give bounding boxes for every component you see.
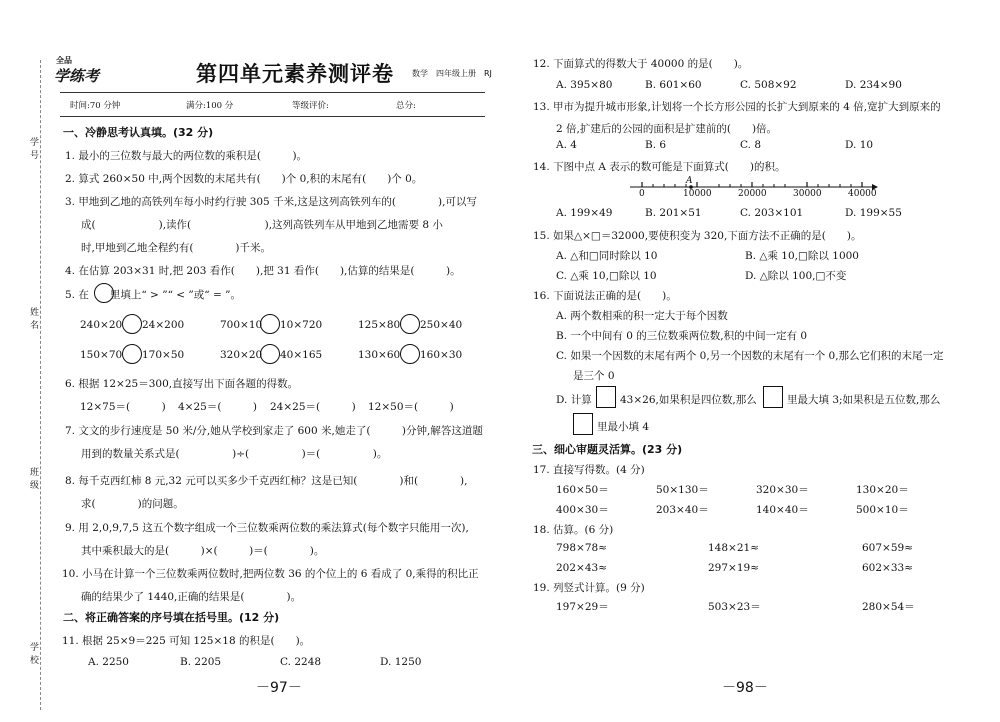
section-1-heading: 一、冷静思考认真填。(32 分) <box>63 126 214 139</box>
question-15: 15. 如果△×□＝32000,要使积变为 320,下面方法不正确的是( )。 <box>533 230 862 242</box>
question-14: 14. 下图中点 A 表示的数可能是下面算式( )的积。 <box>533 161 786 173</box>
q12-option-b[interactable]: B. 601×60 <box>645 79 702 91</box>
q5-row1-expr4: 10×720 <box>280 319 323 331</box>
question-13-line1: 13. 甲市为提升城市形象,计划将一个长方形公园的长扩大到原来的 4 倍,宽扩大到原来的 <box>533 101 941 113</box>
q6-item3: 24×25＝( ) <box>270 401 356 413</box>
axis-tick-0: 0 <box>639 189 645 199</box>
digit-box[interactable] <box>763 386 783 408</box>
q17-r2-1[interactable]: 400×30＝ <box>556 504 609 516</box>
q18-r1-3[interactable]: 607×59≈ <box>862 542 913 554</box>
q15-option-d[interactable]: D. △除以 100,□不变 <box>745 270 847 282</box>
q13-option-d[interactable]: D. 10 <box>845 139 874 151</box>
axis-tick-30000: 30000 <box>793 189 822 199</box>
question-19: 19. 列竖式计算。(9 分) <box>533 582 645 594</box>
q16-option-d-line2: 里最小填 4 <box>597 421 650 433</box>
q6-item1: 12×75＝( ) <box>80 401 166 413</box>
q17-r1-4[interactable]: 130×20＝ <box>856 484 909 496</box>
q18-r2-2[interactable]: 297×19≈ <box>708 562 759 574</box>
info-time: 时间:70 分钟 <box>70 101 121 111</box>
q17-r1-1[interactable]: 160×50＝ <box>556 484 609 496</box>
question-7-line1: 7. 文文的步行速度是 50 米/分,她从学校到家走了 600 米,她走了( )分钟,解答这道题 <box>65 425 483 437</box>
question-8-line2: 求( )的问题。 <box>81 498 184 510</box>
axis-tick-10000: 10000 <box>683 189 712 199</box>
q14-option-a[interactable]: A. 199×49 <box>556 207 613 219</box>
compare-circle[interactable] <box>260 314 280 334</box>
logo-main-text: 学练考 <box>54 67 100 85</box>
q6-item4: 12×50＝( ) <box>368 401 454 413</box>
side-label-class: 班级 <box>30 468 40 491</box>
question-10-line2: 确的结果少了 1440,正确的结果是( )。 <box>81 591 302 603</box>
question-5: 5. 在 里填上“ > ”“ < ”或“ = ”。 <box>65 289 241 301</box>
q11-option-b[interactable]: B. 2205 <box>180 656 222 668</box>
side-label-id: 学号 <box>30 138 40 161</box>
q5-row2-expr5: 130×60 <box>358 349 401 361</box>
question-2: 2. 算式 260×50 中,两个因数的末尾共有( )个 0,积的末尾有( )个 0。 <box>65 173 423 185</box>
question-12: 12. 下面算式的得数大于 40000 的是( )。 <box>533 58 749 70</box>
digit-box[interactable] <box>573 413 593 435</box>
subject-meta: 数学 四年级上册 RJ <box>412 69 492 78</box>
q13-option-b[interactable]: B. 6 <box>645 139 667 151</box>
page-number-left: －97－ <box>256 680 302 696</box>
q5-row2-expr3: 320×20 <box>220 349 263 361</box>
q5-row1-expr5: 125×80 <box>358 319 401 331</box>
question-13-line2: 2 倍,扩建后的公园的面积是扩建前的( )倍。 <box>556 123 778 135</box>
q19-item2[interactable]: 503×23＝ <box>708 601 761 613</box>
info-total: 总分: <box>396 101 416 111</box>
q17-r1-2[interactable]: 50×130＝ <box>656 484 709 496</box>
header-rule <box>60 92 485 93</box>
question-9-line1: 9. 用 2,0,9,7,5 这五个数字组成一个三位数乘两位数的乘法算式(每个数字只能用一次), <box>65 522 469 534</box>
q15-option-b[interactable]: B. △乘 10,□除以 1000 <box>745 250 859 262</box>
q17-r2-3[interactable]: 140×40＝ <box>756 504 809 516</box>
question-11: 11. 根据 25×9＝225 可知 125×18 的积是( )。 <box>62 635 311 647</box>
publisher-logo <box>54 55 112 85</box>
q5-row2-expr4: 40×165 <box>280 349 323 361</box>
q12-option-a[interactable]: A. 395×80 <box>556 79 613 91</box>
compare-circle[interactable] <box>400 344 420 364</box>
question-3-line2: 成( ),读作( ),这列高铁列车从甲地到乙地需要 8 小 <box>81 219 443 231</box>
question-8-line1: 8. 每千克西红柿 8 元,32 元可以买多少千克西红柿？这是已知( )和( ), <box>65 475 468 487</box>
header-rule-bottom <box>60 116 485 117</box>
section-2-heading: 二、将正确答案的序号填在括号里。(12 分) <box>63 611 280 624</box>
info-score: 满分:100 分 <box>186 101 234 111</box>
q5-row2-expr1: 150×70 <box>80 349 123 361</box>
page-title: 第四单元素养测评卷 <box>196 61 394 86</box>
q12-option-d[interactable]: D. 234×90 <box>845 79 902 91</box>
side-label-school: 学校 <box>30 643 40 666</box>
question-17: 17. 直接写得数。(4 分) <box>533 464 645 476</box>
q15-option-c[interactable]: C. △乘 10,□除以 10 <box>556 270 657 282</box>
q17-r1-3[interactable]: 320×30＝ <box>756 484 809 496</box>
q16-option-c-line2: 是三个 0 <box>573 370 615 382</box>
q5-row1-expr1: 240×20 <box>80 319 123 331</box>
q11-option-a[interactable]: A. 2250 <box>88 656 129 668</box>
question-4: 4. 在估算 203×31 时,把 203 看作( ),把 31 看作( ),估算的结果是( )。 <box>65 265 461 277</box>
q18-r1-2[interactable]: 148×21≈ <box>708 542 759 554</box>
q19-item1[interactable]: 197×29＝ <box>556 601 609 613</box>
q18-r2-1[interactable]: 202×43≈ <box>556 562 607 574</box>
q12-option-c[interactable]: C. 508×92 <box>740 79 797 91</box>
q17-r2-4[interactable]: 500×10＝ <box>856 504 909 516</box>
point-a-label: A <box>686 176 693 186</box>
q16-option-c-line1[interactable]: C. 如果一个因数的末尾有两个 0,另一个因数的末尾有一个 0,那么它们积的末尾一定 <box>556 350 944 362</box>
page-number-right: －98－ <box>722 680 768 696</box>
compare-circle[interactable] <box>260 344 280 364</box>
axis-tick-20000: 20000 <box>738 189 767 199</box>
q5-row1-expr6: 250×40 <box>420 319 463 331</box>
axis-tick-40000: 40000 <box>848 189 877 199</box>
q5-row1-expr2: 24×200 <box>142 319 185 331</box>
q19-item3[interactable]: 280×54＝ <box>862 601 915 613</box>
q13-option-c[interactable]: C. 8 <box>740 139 762 151</box>
q5-instruction-circle <box>94 283 114 303</box>
q11-option-c[interactable]: C. 2248 <box>280 656 322 668</box>
question-6: 6. 根据 12×25＝300,直接写出下面各题的得数。 <box>65 378 299 390</box>
q14-option-c[interactable]: C. 203×101 <box>740 207 804 219</box>
q14-option-b[interactable]: B. 201×51 <box>645 207 702 219</box>
question-10-line1: 10. 小马在计算一个三位数乘两位数时,把两位数 36 的个位上的 6 看成了 0,乘得的积比正 <box>62 568 479 580</box>
q16-option-d-expr: 43×26,如果积是四位数,那么 <box>620 394 757 406</box>
compare-circle[interactable] <box>400 314 420 334</box>
digit-box[interactable] <box>596 386 616 408</box>
question-1: 1. 最小的三位数与最大的两位数的乘积是( )。 <box>65 150 308 162</box>
question-7-line2: 用到的数量关系式是( )÷( )＝( )。 <box>81 448 388 460</box>
q18-r1-1[interactable]: 798×78≈ <box>556 542 607 554</box>
q5-row2-expr6: 160×30 <box>420 349 463 361</box>
q5-row1-expr3: 700×10 <box>220 319 263 331</box>
binding-line <box>40 60 41 710</box>
info-grade: 等级评价: <box>292 101 329 111</box>
question-16: 16. 下面说法正确的是( )。 <box>533 290 677 302</box>
q16-option-b[interactable]: B. 一个中间有 0 的三位数乘两位数,积的中间一定有 0 <box>556 330 808 342</box>
q6-item2: 4×25＝( ) <box>178 401 258 413</box>
logo-top-text: 全品 <box>56 56 72 65</box>
q18-r2-3[interactable]: 602×33≈ <box>862 562 913 574</box>
section-3-heading: 三、细心审题灵活算。(23 分) <box>532 443 683 456</box>
compare-circle[interactable] <box>122 344 142 364</box>
compare-circle[interactable] <box>122 314 142 334</box>
question-18: 18. 估算。(6 分) <box>533 524 614 536</box>
q14-option-d[interactable]: D. 199×55 <box>845 207 902 219</box>
q16-option-d-line1[interactable]: D. 计算 <box>556 394 592 406</box>
question-3-line3: 时,甲地到乙地全程约有( )千米。 <box>81 242 272 254</box>
question-3-line1: 3. 甲地到乙地的高铁列车每小时约行驶 305 千米,这是这列高铁列车的( ),可以写 <box>65 196 477 208</box>
q11-option-d[interactable]: D. 1250 <box>380 656 422 668</box>
q13-option-a[interactable]: A. 4 <box>556 139 577 151</box>
q5-row2-expr2: 170×50 <box>142 349 185 361</box>
side-label-name: 姓名 <box>30 308 40 331</box>
q16-option-a[interactable]: A. 两个数相乘的积一定大于每个因数 <box>556 310 728 322</box>
question-9-line2: 其中乘积最大的是( )×( )＝( )。 <box>81 545 325 557</box>
q16-option-d-cont: 里最大填 3;如果积是五位数,那么 <box>787 394 941 406</box>
q17-r2-2[interactable]: 203×40＝ <box>656 504 709 516</box>
q15-option-a[interactable]: A. △和□同时除以 10 <box>556 250 658 262</box>
